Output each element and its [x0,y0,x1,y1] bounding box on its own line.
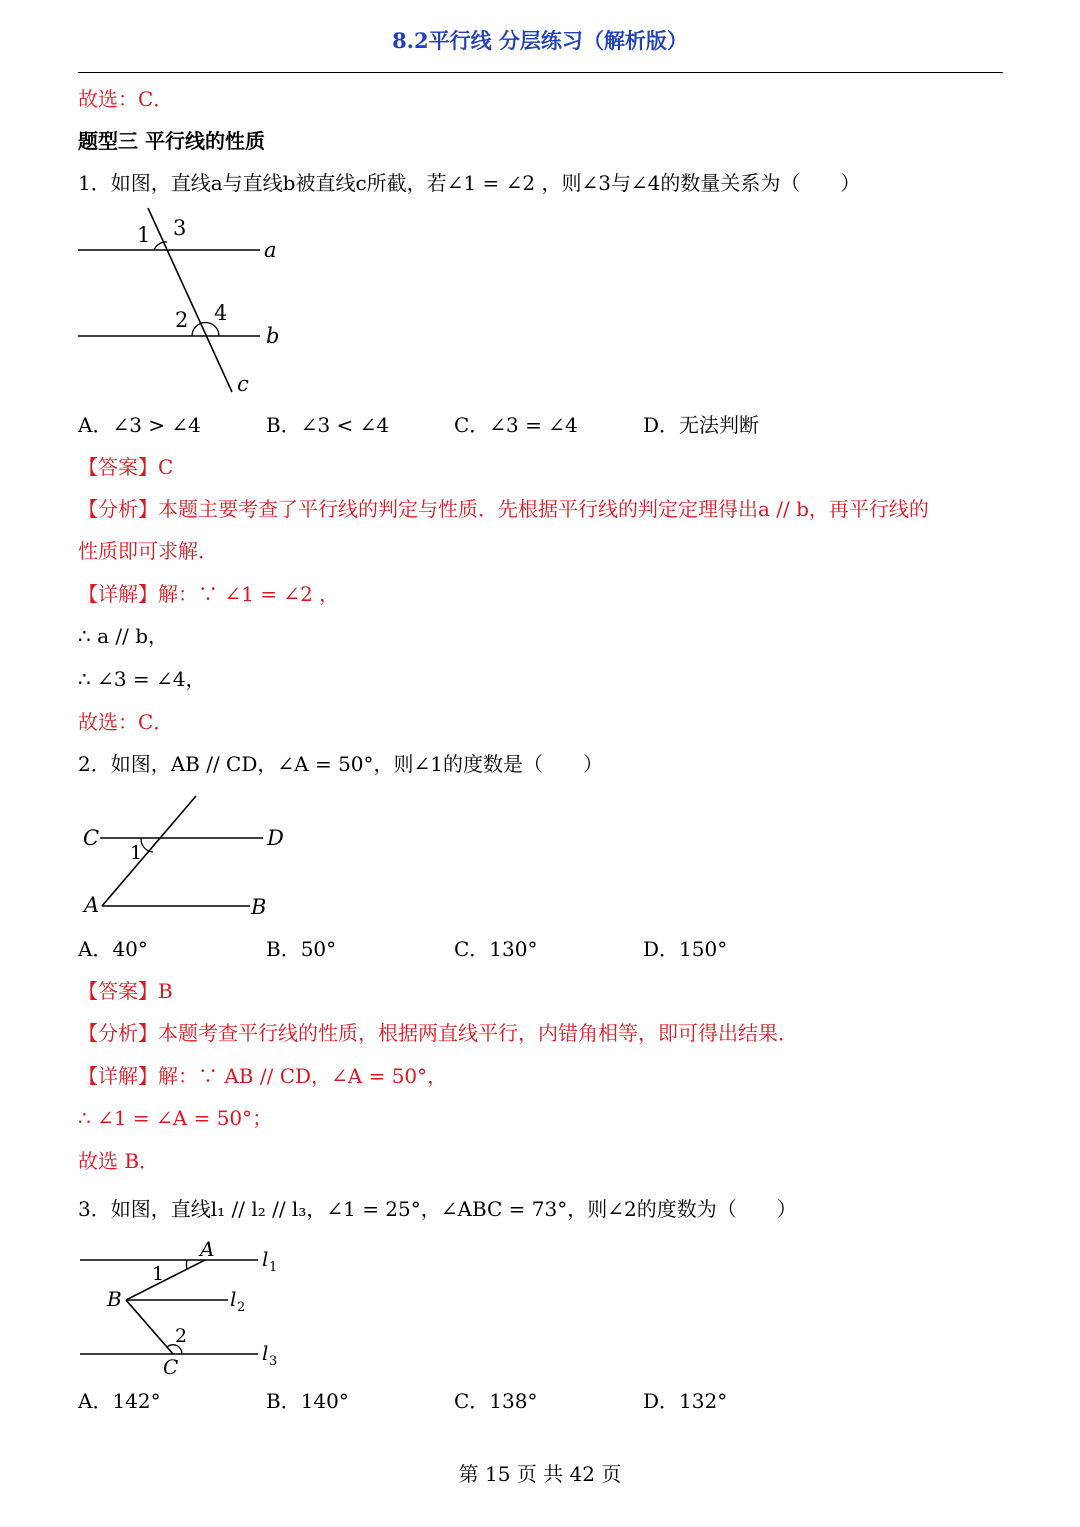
q3-figure [78,1236,298,1386]
q1-analysis-line1: 【分析】本题主要考查了平行线的判定与性质．先根据平行线的判定定理得出a // b，再平行线的 [78,497,929,521]
q2-label-b: B [251,895,267,919]
header-rule [78,72,1003,73]
svg-text:l: l [230,1287,237,1311]
q3-label-1: 1 [152,1263,165,1285]
page-footer: 第 15 页 共 42 页 [458,1462,622,1486]
q1-label-c: c [237,372,249,396]
q3-option-d: D．132° [643,1389,728,1413]
q1-label-b: b [266,324,280,348]
q2-stem: 2．如图，AB // CD，∠A = 50°，则∠1的度数是（ ） [78,752,603,776]
q3-label-b: B [107,1287,122,1311]
q1-label-3: 3 [173,216,187,240]
q3-label-2: 2 [175,1325,188,1347]
section-title: 题型三 平行线的性质 [78,129,265,153]
q3-label-c: C [163,1355,179,1379]
q3-segment-bc [126,1300,173,1354]
q1-answer: 【答案】C [78,455,174,479]
svg-text:l: l [262,1247,269,1271]
q2-answer: 【答案】B [78,979,173,1003]
q1-label-2: 2 [175,308,189,332]
q1-option-d: D．无法判断 [643,413,760,437]
q3-label-l3 [262,1341,277,1369]
q3-option-b: B．140° [266,1389,349,1413]
q2-label-c: C [83,826,100,850]
q2-option-a: A．40° [78,937,148,961]
q2-label-1: 1 [130,842,143,864]
q3-arc-1 [186,1260,187,1269]
q1-label-1: 1 [137,223,151,247]
header-title: 8.2平行线 分层练习（解析版） [392,28,688,53]
q3-stem: 3．如图，直线l₁ // l₂ // l₃，∠1 = 25°，∠ABC = 73°，则∠2的度数为（ ） [78,1197,797,1221]
q1-analysis-line2: 性质即可求解． [78,539,218,563]
q2-arc-1 [141,838,153,852]
q1-detail-line2: ∴ a // b， [78,624,168,648]
q3-label-l1 [262,1247,277,1275]
q2-figure [78,790,298,925]
q1-figure [74,202,294,402]
q3-option-c: C．138° [454,1389,538,1413]
q1-option-c: C．∠3 = ∠4 [454,413,578,437]
q2-detail-line1: 【详解】解：∵ AB // CD，∠A = 50°， [78,1064,448,1088]
svg-text:1: 1 [269,1260,278,1275]
q2-conclusion: 故选 B． [78,1149,160,1173]
q1-line-c [148,208,232,392]
svg-text:l: l [262,1341,269,1365]
q1-detail-line1: 【详解】解：∵ ∠1 = ∠2 ， [78,582,340,606]
q1-stem: 1．如图，直线a与直线b被直线c所截，若∠1 = ∠2 ，则∠3与∠4的数量关系为（ ） [78,171,861,195]
q1-label-a: a [264,238,277,262]
q2-option-b: B．50° [266,937,337,961]
q1-detail-line3: ∴ ∠3 = ∠4， [78,667,206,691]
q2-option-c: C．130° [454,937,538,961]
q1-option-a: A．∠3 > ∠4 [78,413,201,437]
svg-text:3: 3 [269,1354,278,1369]
q2-label-d: D [267,826,284,850]
q2-analysis: 【分析】本题考查平行线的性质，根据两直线平行，内错角相等，即可得出结果． [78,1021,798,1045]
q2-detail-line2: ∴ ∠1 = ∠A = 50°； [78,1106,273,1130]
q2-option-d: D．150° [643,937,728,961]
q3-label-a: A [200,1237,215,1261]
q2-label-a: A [84,893,100,917]
q1-option-b: B．∠3 < ∠4 [266,413,390,437]
q3-option-a: A．142° [78,1389,161,1413]
svg-text:2: 2 [237,1300,246,1315]
q1-label-4: 4 [214,301,228,325]
q3-segment-ba [126,1260,205,1300]
q1-conclusion: 故选：C． [78,710,174,734]
q3-label-l2 [230,1287,245,1315]
prev-conclusion: 故选：C． [78,87,174,111]
